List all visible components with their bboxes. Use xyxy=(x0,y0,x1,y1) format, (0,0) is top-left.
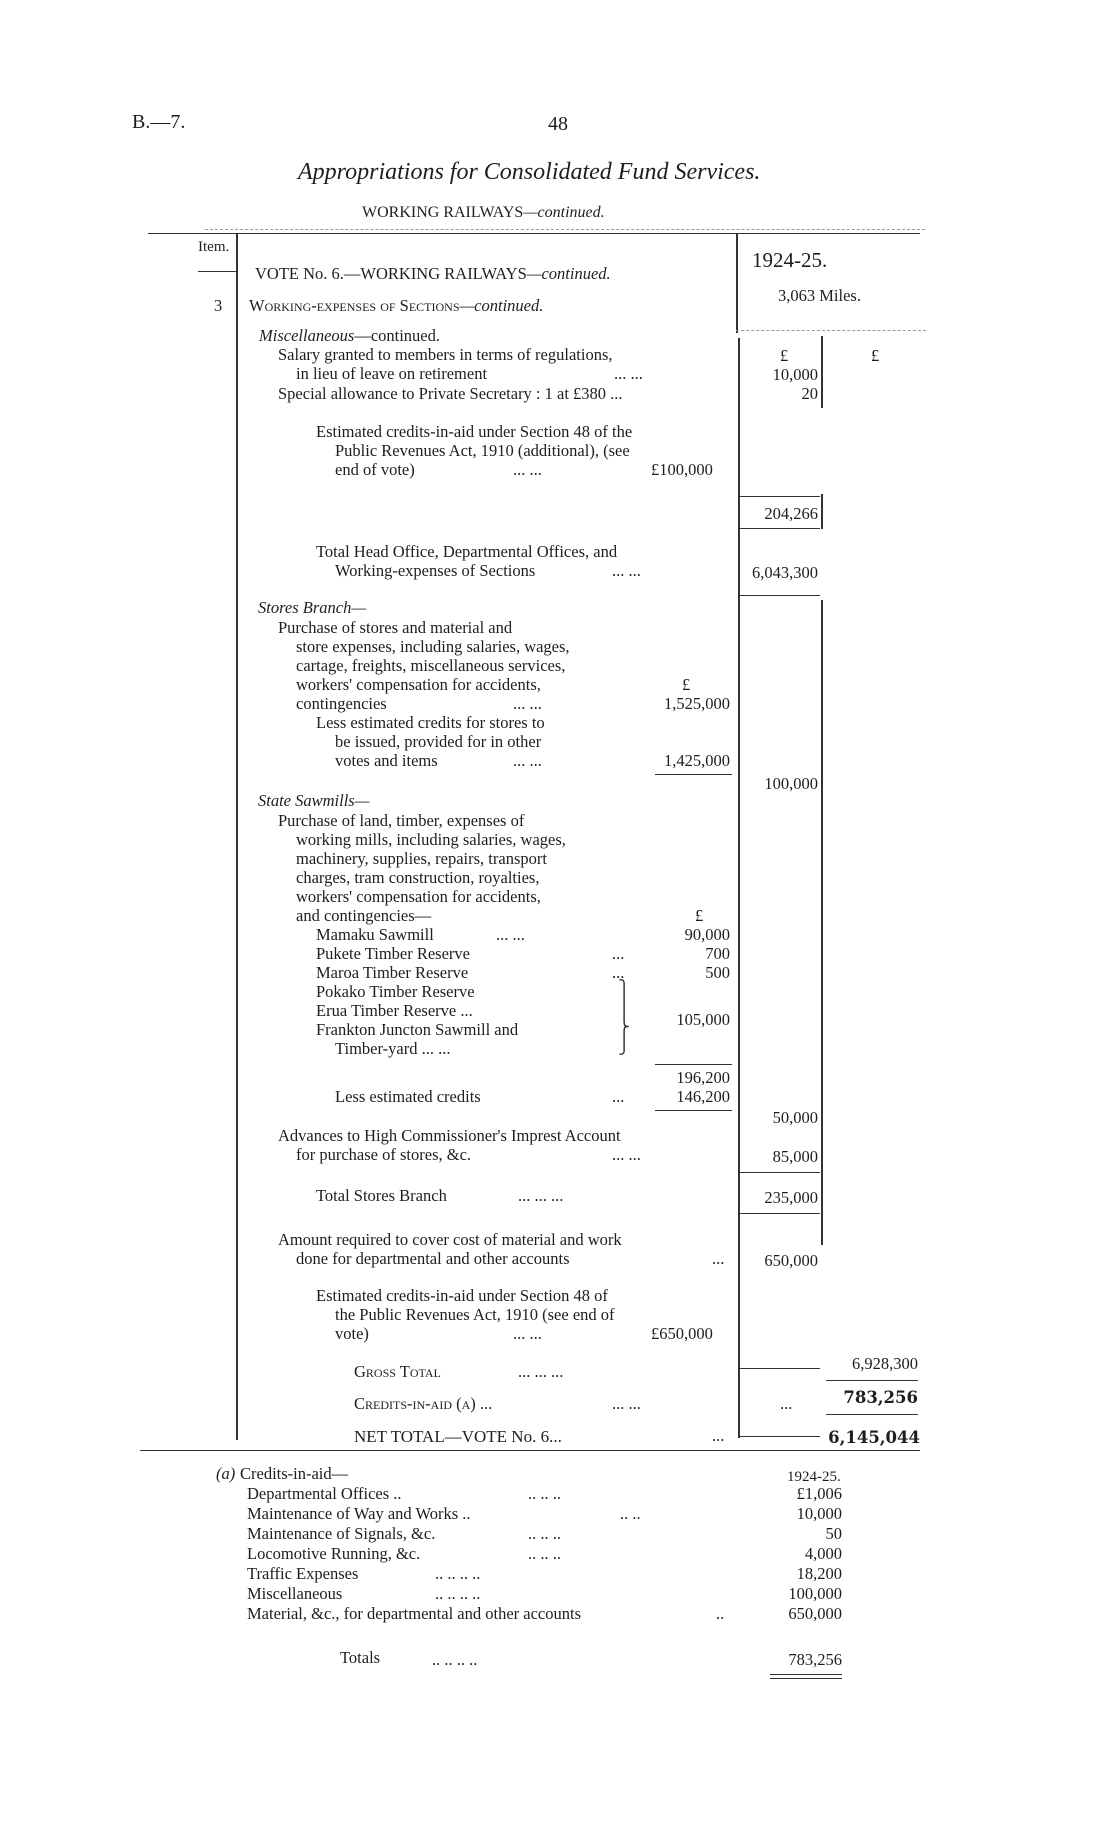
footnote-item: Maintenance of Signals, &c. xyxy=(247,1524,436,1543)
page-reference: B.—7. xyxy=(132,111,186,133)
amount-required-amount: 650,000 xyxy=(764,1251,818,1270)
misc-subtotal-underline xyxy=(740,528,820,529)
total-stores-dots: ... ... ... xyxy=(518,1186,564,1205)
footnote-item: Departmental Offices .. xyxy=(247,1484,402,1503)
amount-required-line-1: Amount required to cover cost of material and work xyxy=(278,1230,622,1249)
credits-in-aid-amount: 783,256 xyxy=(843,1388,918,1407)
misc-subtotal-amount: 204,266 xyxy=(764,504,818,523)
footnote-item-dots: .. .. .. xyxy=(528,1524,561,1543)
total-head-line-1: Total Head Office, Departmental Offices, and xyxy=(316,542,618,561)
footnote-item: Locomotive Running, &c. xyxy=(247,1544,421,1563)
footnote-item-dots: .. .. .. xyxy=(528,1544,561,1563)
amount-col-divider-3 xyxy=(821,600,823,1245)
footnote-item-amount: 650,000 xyxy=(788,1604,842,1623)
estimate-2-dots: ... ... xyxy=(513,1324,542,1343)
footnote-item: Miscellaneous xyxy=(247,1584,343,1603)
sawmill-item-dots: ... xyxy=(612,963,625,982)
subtitle-cont: —continued. xyxy=(523,204,605,221)
net-total-label: NET TOTAL—VOTE No. 6... xyxy=(354,1427,562,1446)
misc-line-2-dots: ... ... xyxy=(614,364,643,383)
stores-pound-sign: £ xyxy=(682,675,691,694)
advances-amount: 85,000 xyxy=(772,1147,818,1166)
footnote-year: 1924-25. xyxy=(787,1469,841,1485)
estimate-2-amount: £650,000 xyxy=(651,1324,713,1343)
sawmill-group-item: Frankton Juncton Sawmill and xyxy=(316,1020,519,1039)
item-column-divider xyxy=(236,233,238,1440)
misc-subtotal-rule xyxy=(740,496,820,497)
stores-line-5: contingencies xyxy=(296,694,387,713)
stores-line-6: Less estimated credits for stores to xyxy=(316,713,545,732)
footnote-item-amount: £1,006 xyxy=(796,1484,842,1503)
sawmills-line-3: machinery, supplies, repairs, transport xyxy=(296,849,547,868)
sawmill-less-label: Less estimated credits xyxy=(335,1087,481,1106)
credits-in-aid-dots: ... ... xyxy=(612,1394,641,1413)
footnote-item-dots: .. xyxy=(716,1604,725,1623)
vote-title-cont: —continued. xyxy=(526,264,611,283)
pound-sign-col1: £ xyxy=(780,346,789,365)
header-rule xyxy=(205,229,925,231)
sawmill-item-amount: 700 xyxy=(705,944,730,963)
vote-title xyxy=(255,266,611,283)
sawmills-line-5: workers' compensation for accidents, xyxy=(296,887,541,906)
sawmills-line-6: and contingencies— xyxy=(296,906,432,925)
gross-total-rule xyxy=(826,1380,918,1381)
vote-title-text: VOTE No. 6.—WORKING RAILWAYS xyxy=(255,264,527,283)
page-subtitle xyxy=(362,205,605,221)
year-heading: 1924-25. xyxy=(752,248,828,272)
description-divider-top xyxy=(736,233,738,333)
sawmill-net-amount: 50,000 xyxy=(772,1108,818,1127)
misc-salary-amount: 10,000 xyxy=(772,365,818,384)
subtitle-main: WORKING RAILWAYS xyxy=(362,204,524,221)
sawmill-item: Maroa Timber Reserve xyxy=(316,963,469,982)
footnote-item-dots: .. .. .. .. xyxy=(435,1584,481,1603)
amount-col-divider-left xyxy=(738,338,740,1438)
pound-sign-col2: £ xyxy=(871,346,880,365)
stores-line-1: Purchase of stores and material and xyxy=(278,618,513,637)
sawmill-group-item: Pokako Timber Reserve xyxy=(316,982,475,1001)
credits-in-aid-label: Credits-in-aid (a) ... xyxy=(354,1394,493,1413)
stores-net-rule xyxy=(655,774,732,775)
sawmill-item-dots: ... ... xyxy=(496,925,525,944)
miles-heading: 3,063 Miles. xyxy=(778,286,861,305)
advances-line-2: for purchase of stores, &c. xyxy=(296,1145,472,1164)
year-header-rule xyxy=(736,330,926,332)
footnote-item-dots: .. .. .. xyxy=(528,1484,561,1503)
amount-col-divider-1 xyxy=(821,336,823,408)
stores-line-7: be issued, provided for in other xyxy=(335,732,542,751)
gross-total-mid-rule xyxy=(740,1368,820,1369)
advances-rule xyxy=(740,1172,820,1173)
stores-line-4: workers' compensation for accidents, xyxy=(296,675,541,694)
misc-allowance-amount: 20 xyxy=(801,384,818,403)
page-title: Appropriations for Consolidated Fund Services. xyxy=(298,159,761,185)
sawmill-group-brace: ⎫ ⎪ ⎬ ⎭ xyxy=(618,981,630,1055)
footnote-item-dots: .. .. xyxy=(620,1504,641,1523)
footnote-heading: Credits-in-aid— xyxy=(240,1464,349,1483)
section-title xyxy=(249,298,543,315)
stores-line-2: store expenses, including salaries, wages, xyxy=(296,637,570,656)
stores-net-amount: 100,000 xyxy=(764,774,818,793)
stores-line-3: cartage, freights, miscellaneous services, xyxy=(296,656,566,675)
footnote-totals-dots: .. .. .. .. xyxy=(432,1650,478,1669)
sawmill-sum-amount: 196,200 xyxy=(676,1068,730,1087)
footnote-item: Maintenance of Way and Works .. xyxy=(247,1504,471,1523)
stores-line-8-dots: ... ... xyxy=(513,751,542,770)
footnote-totals-rule-1 xyxy=(770,1674,842,1675)
gross-total-dots: ... ... ... xyxy=(518,1362,564,1381)
total-stores-amount: 235,000 xyxy=(764,1188,818,1207)
sawmills-line-4: charges, tram construction, royalties, xyxy=(296,868,540,887)
table-bottom-rule xyxy=(140,1450,920,1451)
estimate-2-line-1: Estimated credits-in-aid under Section 48 of xyxy=(316,1286,608,1305)
item-column-label: Item. xyxy=(198,239,230,255)
misc-estimate-line-3: end of vote) xyxy=(335,460,415,479)
total-stores-label: Total Stores Branch xyxy=(316,1186,447,1205)
amount-required-dots: ... xyxy=(712,1249,725,1268)
sawmill-item-amount: 500 xyxy=(705,963,730,982)
section-title-cont: —continued. xyxy=(459,296,544,315)
table-top-rule xyxy=(148,233,920,234)
misc-heading-cont: —continued. xyxy=(354,326,441,345)
stores-heading: Stores Branch— xyxy=(258,598,367,617)
footnote-totals-amount: 783,256 xyxy=(788,1650,842,1669)
sawmill-item-dots: ... xyxy=(612,944,625,963)
item-number: 3 xyxy=(214,296,223,315)
footnote-item: Traffic Expenses xyxy=(247,1564,359,1583)
estimate-2-line-2: the Public Revenues Act, 1910 (see end of xyxy=(335,1305,615,1324)
sawmill-net-rule xyxy=(655,1110,732,1111)
advances-line-1: Advances to High Commissioner's Imprest Account xyxy=(278,1126,621,1145)
credits-in-aid-mid-dots: ... xyxy=(780,1394,793,1413)
footnote-item-amount: 100,000 xyxy=(788,1584,842,1603)
advances-dots: ... ... xyxy=(612,1145,641,1164)
misc-line-2: in lieu of leave on retirement xyxy=(296,364,488,383)
sawmill-item: Mamaku Sawmill xyxy=(316,925,434,944)
misc-estimate-amount: £100,000 xyxy=(651,460,713,479)
misc-line-1: Salary granted to members in terms of regulations, xyxy=(278,345,613,364)
sawmills-pound-sign: £ xyxy=(695,906,704,925)
gross-total-label: Gross Total xyxy=(354,1362,441,1381)
stores-line-8: votes and items xyxy=(335,751,438,770)
footnote-item-amount: 50 xyxy=(825,1524,842,1543)
footnote-item-dots: .. .. .. .. xyxy=(435,1564,481,1583)
total-head-dots: ... ... xyxy=(612,561,641,580)
footnote-item-amount: 18,200 xyxy=(796,1564,842,1583)
sawmill-less-amount: 146,200 xyxy=(676,1087,730,1106)
footnote-totals-rule-2 xyxy=(770,1678,842,1679)
footnote-marker: (a) xyxy=(216,1464,236,1483)
misc-line-3: Special allowance to Private Secretary : 1 at £380 ... xyxy=(278,384,623,403)
total-head-rule xyxy=(740,595,820,596)
amount-col-divider-2 xyxy=(821,494,823,529)
footnote-item-amount: 10,000 xyxy=(796,1504,842,1523)
amount-required-line-2: done for departmental and other accounts xyxy=(296,1249,570,1268)
page-number: 48 xyxy=(548,113,568,135)
stores-credits-amount: 1,425,000 xyxy=(664,751,730,770)
estimate-2-line-3: vote) xyxy=(335,1324,369,1343)
footnote-item-amount: 4,000 xyxy=(804,1544,842,1563)
sawmill-less-dots: ... xyxy=(612,1087,625,1106)
stores-line-5-dots: ... ... xyxy=(513,694,542,713)
sawmill-item-amount: 90,000 xyxy=(684,925,730,944)
footnote-totals-label: Totals xyxy=(340,1648,381,1667)
sawmill-group-item: Timber-yard ... ... xyxy=(335,1039,451,1058)
misc-heading xyxy=(259,328,440,345)
item-header-rule xyxy=(198,271,238,272)
footnote-item: Material, &c., for departmental and other accounts xyxy=(247,1604,581,1623)
sawmill-group-amount: 105,000 xyxy=(676,1010,730,1029)
net-total-amount: 6,145,044 xyxy=(828,1428,920,1447)
misc-heading-text: Miscellaneous xyxy=(259,326,355,345)
sawmill-sum-rule xyxy=(655,1064,732,1065)
sawmills-heading: State Sawmills— xyxy=(258,791,370,810)
section-title-text: Working-expenses of Sections xyxy=(249,296,460,315)
sawmills-line-2: working mills, including salaries, wages, xyxy=(296,830,566,849)
net-total-mid-rule xyxy=(740,1436,820,1437)
total-stores-rule xyxy=(740,1213,820,1214)
total-head-line-2: Working-expenses of Sections xyxy=(335,561,536,580)
stores-gross-amount: 1,525,000 xyxy=(664,694,730,713)
net-total-dots: ... xyxy=(712,1426,725,1445)
sawmills-line-1: Purchase of land, timber, expenses of xyxy=(278,811,525,830)
sawmill-item: Pukete Timber Reserve xyxy=(316,944,470,963)
misc-estimate-line-2: Public Revenues Act, 1910 (additional), (see xyxy=(335,441,630,460)
sawmill-group-item: Erua Timber Reserve ... xyxy=(316,1001,473,1020)
credits-in-aid-rule xyxy=(826,1414,918,1415)
total-head-amount: 6,043,300 xyxy=(752,563,818,582)
misc-estimate-line-1: Estimated credits-in-aid under Section 48 of the xyxy=(316,422,633,441)
gross-total-amount: 6,928,300 xyxy=(852,1354,918,1373)
misc-estimate-dots: ... ... xyxy=(513,460,542,479)
